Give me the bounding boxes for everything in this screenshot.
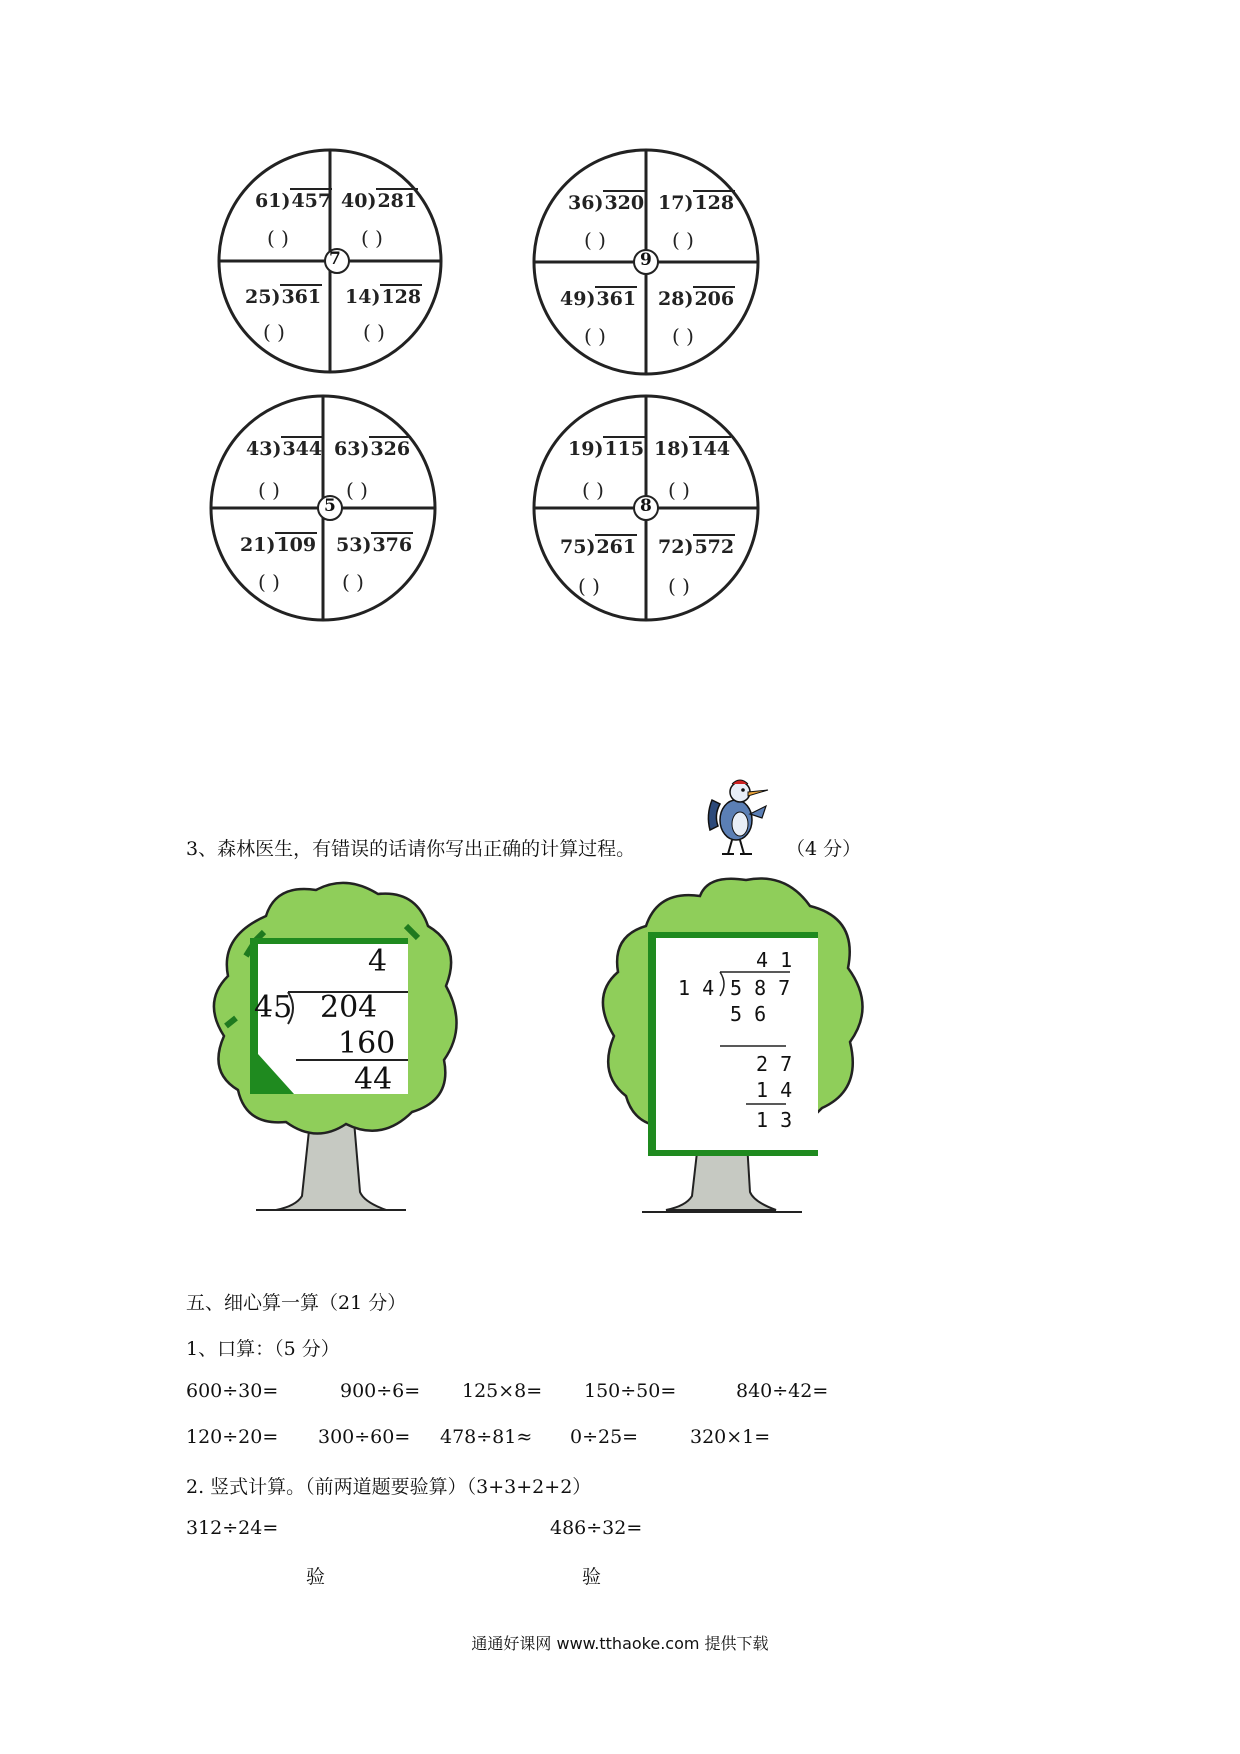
dividend: 361	[596, 288, 637, 310]
tree-1-work-panel	[250, 938, 408, 1097]
tree-2-work-panel	[648, 932, 818, 1156]
dividend: 206	[694, 288, 735, 310]
wheel-cell: 18)144	[654, 438, 731, 460]
divisor: 75	[560, 536, 587, 558]
wheel-cell: 14)128	[345, 286, 422, 308]
check-label-2: 验	[582, 1566, 602, 1588]
dividend: 344	[282, 438, 323, 460]
answer-blank[interactable]: ( )	[361, 226, 383, 250]
tree-2-remainder: 1 3	[756, 1108, 793, 1132]
wheel-cell: 49)361	[560, 288, 637, 310]
divisor: 43	[246, 438, 273, 460]
wheel-cell: 63)326	[334, 438, 411, 460]
wheel-cell: 19)115	[568, 438, 645, 460]
dividend: 376	[372, 534, 413, 556]
tree-problem-2	[596, 876, 872, 1236]
answer-blank[interactable]: ( )	[578, 574, 600, 598]
tree-1-quotient: 4	[368, 944, 388, 979]
answer-blank[interactable]: ( )	[584, 324, 606, 348]
divisor: 25	[245, 286, 272, 308]
answer-blank[interactable]: ( )	[258, 478, 280, 502]
wheel-cell: 72)572	[658, 536, 735, 558]
oral-item: 900÷6=	[340, 1380, 421, 1402]
division-wheel-7	[215, 148, 445, 378]
divisor: 40	[341, 190, 368, 212]
oral-item: 150÷50=	[584, 1380, 677, 1402]
wheel-frame	[206, 394, 440, 626]
divisor: 21	[240, 534, 267, 556]
divisor: 49	[560, 288, 587, 310]
tree-2-step-1: 5 6	[730, 1002, 767, 1026]
divisor: 17	[658, 192, 685, 214]
wheel-cell: 25)361	[245, 286, 322, 308]
answer-blank[interactable]: ( )	[584, 228, 606, 252]
wheel-cell: 40)281	[341, 190, 418, 212]
dividend: 144	[690, 438, 731, 460]
oral-item: 478÷81≈	[440, 1426, 533, 1448]
check-label-1: 验	[306, 1566, 326, 1588]
answer-blank[interactable]: ( )	[668, 574, 690, 598]
dividend: 109	[276, 534, 317, 556]
division-wheel-5	[206, 394, 440, 626]
wheel-center-number: 7	[329, 249, 341, 269]
dividend: 261	[596, 536, 637, 558]
dividend: 128	[694, 192, 735, 214]
wheel-center-number: 8	[640, 496, 652, 516]
dividend: 326	[370, 438, 411, 460]
divisor: 36	[568, 192, 595, 214]
division-wheel-8	[530, 394, 762, 626]
tree-problem-1	[206, 876, 476, 1236]
dividend: 128	[381, 286, 422, 308]
oral-item: 300÷60=	[318, 1426, 411, 1448]
oral-item: 0÷25=	[570, 1426, 639, 1448]
tree-2-step-2: 2 7	[756, 1052, 793, 1076]
divisor: 28	[658, 288, 685, 310]
oral-item: 125×8=	[462, 1380, 543, 1402]
dividend: 115	[604, 438, 645, 460]
dividend: 572	[694, 536, 735, 558]
tree-1-remainder: 44	[354, 1062, 393, 1097]
divisor: 72	[658, 536, 685, 558]
wheel-center-number: 9	[640, 250, 652, 270]
answer-blank[interactable]: ( )	[582, 478, 604, 502]
page-footer: 通通好课网 www.tthaoke.com 提供下载	[471, 1634, 769, 1653]
oral-calc-title: 1、口算：（5 分）	[186, 1338, 340, 1360]
answer-blank[interactable]: ( )	[258, 570, 280, 594]
divisor: 19	[568, 438, 595, 460]
answer-blank[interactable]: ( )	[363, 320, 385, 344]
dividend: 281	[377, 190, 418, 212]
tree-1-divisor: 45	[254, 990, 293, 1025]
wheel-cell: 21)109	[240, 534, 317, 556]
wheel-cell: 61)457	[255, 190, 332, 212]
oral-item: 120÷20=	[186, 1426, 279, 1448]
tree-2-quotient: 4 1	[756, 948, 793, 972]
answer-blank[interactable]: ( )	[668, 478, 690, 502]
wheel-cell: 53)376	[336, 534, 413, 556]
tree-1-dividend: 204	[320, 990, 378, 1025]
vertical-problem-2: 486÷32=	[550, 1517, 643, 1539]
tree-2-dividend: 5 8 7	[730, 976, 791, 1000]
wheel-cell: 17)128	[658, 192, 735, 214]
woodpecker-illustration	[702, 770, 772, 858]
dividend: 361	[281, 286, 322, 308]
answer-blank[interactable]: ( )	[263, 320, 285, 344]
answer-blank[interactable]: ( )	[342, 570, 364, 594]
answer-blank[interactable]: ( )	[672, 228, 694, 252]
divisor: 14	[345, 286, 372, 308]
wheel-cell: 75)261	[560, 536, 637, 558]
tree-1-product: 160	[338, 1026, 396, 1061]
tree-2-step-3: 1 4	[756, 1078, 793, 1102]
question-3-score: （4 分）	[786, 838, 862, 860]
wheel-cell: 36)320	[568, 192, 645, 214]
oral-item: 840÷42=	[736, 1380, 829, 1402]
divisor: 61	[255, 190, 282, 212]
question-3-text: 3、森林医生，有错误的话请你写出正确的计算过程。	[186, 838, 636, 860]
tree-2-divisor: 1 4	[678, 976, 715, 1000]
dividend: 320	[604, 192, 645, 214]
oral-item: 320×1=	[690, 1426, 771, 1448]
wheel-cell: 28)206	[658, 288, 735, 310]
division-wheel-9	[530, 148, 762, 380]
vertical-calc-title: 2. 竖式计算。（前两道题要验算）（3+3+2+2）	[186, 1476, 592, 1498]
wheel-center-number: 5	[324, 496, 336, 516]
vertical-problem-1: 312÷24=	[186, 1517, 279, 1539]
section-5-title: 五、细心算一算（21 分）	[186, 1292, 407, 1314]
divisor: 18	[654, 438, 681, 460]
wheel-cell: 43)344	[246, 438, 323, 460]
answer-blank[interactable]: ( )	[672, 324, 694, 348]
divisor: 63	[334, 438, 361, 460]
dividend: 457	[291, 190, 332, 212]
answer-blank[interactable]: ( )	[346, 478, 368, 502]
answer-blank[interactable]: ( )	[267, 226, 289, 250]
divisor: 53	[336, 534, 363, 556]
oral-item: 600÷30=	[186, 1380, 279, 1402]
